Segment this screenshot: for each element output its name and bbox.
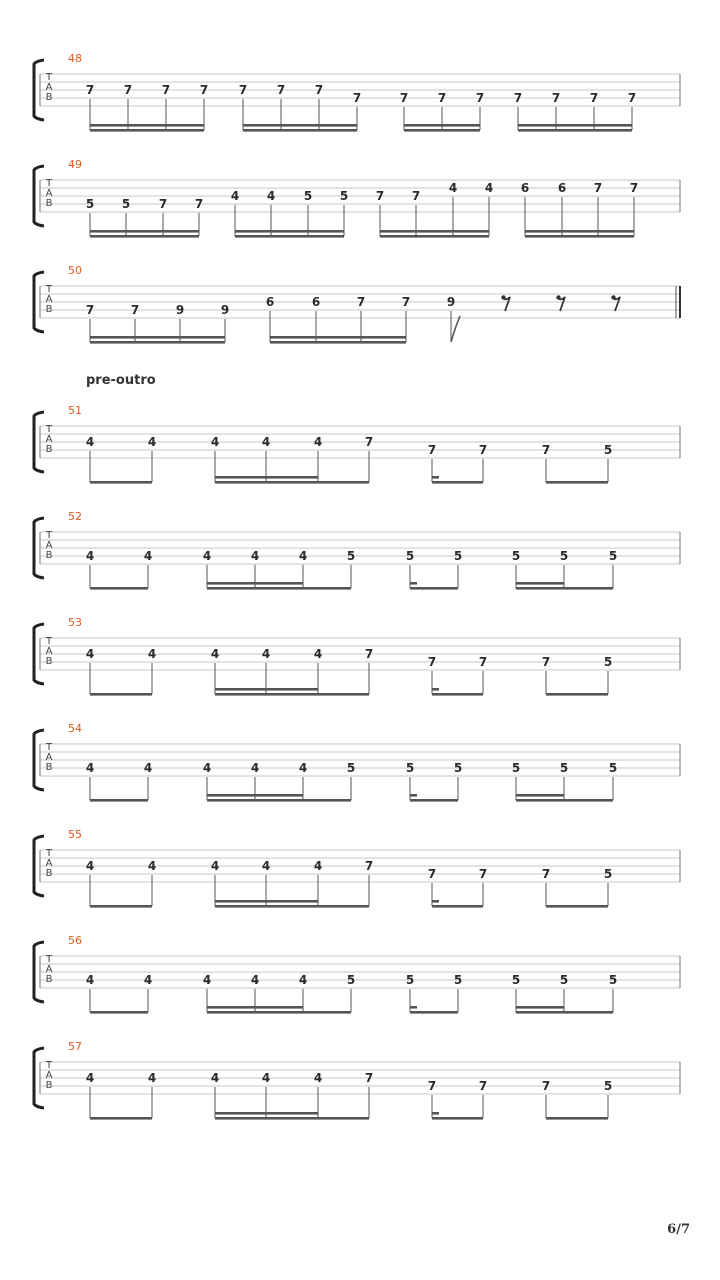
fret-number: 7 [364, 647, 374, 661]
bar-number: 50 [68, 264, 82, 277]
beam-primary [518, 129, 632, 132]
fret-number: 7 [551, 91, 561, 105]
fret-number: 7 [478, 443, 488, 457]
fret-number: 7 [85, 83, 95, 97]
beam-primary [516, 587, 613, 590]
beam-secondary [207, 582, 303, 585]
beam-secondary [525, 230, 634, 233]
tab-clef-letter: A [45, 294, 53, 305]
tab-system-50 [34, 264, 680, 344]
bar-number: 52 [68, 510, 82, 523]
tab-system-53 [34, 616, 680, 696]
beam-primary [207, 799, 351, 802]
fret-number: 7 [593, 181, 603, 195]
note-group [542, 443, 612, 484]
tab-clef-letter: T [45, 178, 53, 189]
note-group [203, 549, 355, 590]
fret-number: 7 [427, 1079, 437, 1093]
tab-clef-letter: A [45, 1070, 53, 1081]
fret-number: 7 [194, 197, 204, 211]
note-group [542, 1079, 612, 1120]
beam-primary [546, 1117, 608, 1120]
fret-number: 7 [627, 91, 637, 105]
fret-number: 5 [405, 973, 415, 987]
note-group [514, 91, 636, 132]
fret-number: 4 [266, 189, 276, 203]
beam-primary [90, 1011, 148, 1014]
fret-number: 4 [202, 549, 212, 563]
fret-number: 4 [313, 647, 323, 661]
fret-number: 4 [448, 181, 458, 195]
tab-system-55 [34, 828, 680, 908]
section-label-pre-outro: pre-outro [86, 373, 156, 388]
beam-secondary [235, 230, 344, 233]
beam-primary [546, 481, 608, 484]
eighth-rest-dot [501, 295, 505, 299]
tab-clef-letter: B [45, 304, 53, 315]
tab-system-54 [34, 722, 680, 802]
note-group [376, 181, 493, 238]
beam-primary [215, 481, 369, 484]
fret-number: 4 [85, 761, 95, 775]
beam-stub [410, 794, 417, 797]
fret-number: 5 [121, 197, 131, 211]
tab-clef-letter: B [45, 974, 53, 985]
tab-clef-letter: B [45, 1080, 53, 1091]
note-group [428, 1079, 487, 1120]
fret-number: 6 [265, 295, 275, 309]
fret-number: 7 [478, 1079, 488, 1093]
note-group [512, 973, 617, 1014]
fret-number: 4 [250, 973, 260, 987]
fret-number: 7 [158, 197, 168, 211]
tab-clef-letter: A [45, 434, 53, 445]
fret-number: 4 [298, 973, 308, 987]
fret-number: 4 [147, 1071, 157, 1085]
fret-number: 7 [589, 91, 599, 105]
fret-number: 4 [313, 435, 323, 449]
beam-primary [525, 235, 634, 238]
fret-number: 5 [511, 973, 521, 987]
note-group [203, 761, 355, 802]
fret-number: 4 [210, 647, 220, 661]
beam-secondary [516, 794, 564, 797]
tab-clef-letter: A [45, 964, 53, 975]
tab-clef-letter: T [45, 954, 53, 965]
beam-primary [410, 587, 458, 590]
fret-number: 4 [261, 859, 271, 873]
fret-number: 5 [559, 973, 569, 987]
fret-number: 4 [85, 859, 95, 873]
beam-primary [410, 799, 458, 802]
fret-number: 4 [147, 647, 157, 661]
note-flag [451, 316, 460, 342]
fret-number: 4 [250, 549, 260, 563]
tab-system-56 [34, 934, 680, 1014]
beam-secondary [319, 124, 357, 127]
fret-number: 4 [85, 435, 95, 449]
note-group [86, 197, 203, 238]
fret-number: 4 [143, 761, 153, 775]
note-group [86, 549, 152, 590]
fret-number: 7 [375, 189, 385, 203]
note-group [203, 973, 355, 1014]
bar-number: 53 [68, 616, 82, 629]
fret-number: 4 [230, 189, 240, 203]
beam-secondary [215, 1112, 318, 1115]
fret-number: 7 [314, 83, 324, 97]
beam-primary [90, 587, 148, 590]
tab-clef-letter: T [45, 424, 53, 435]
fret-number: 7 [437, 91, 447, 105]
fret-number: 7 [411, 189, 421, 203]
fret-number: 5 [608, 973, 618, 987]
tab-clef-letter: T [45, 284, 53, 295]
tab-clef-letter: B [45, 92, 53, 103]
fret-number: 7 [541, 443, 551, 457]
note-group [542, 867, 612, 908]
tab-clef-letter: B [45, 198, 53, 209]
fret-number: 4 [298, 549, 308, 563]
fret-number: 9 [446, 295, 456, 309]
beam-secondary [215, 688, 318, 691]
tab-clef-letter: A [45, 188, 53, 199]
fret-number: 4 [147, 859, 157, 873]
fret-number: 5 [339, 189, 349, 203]
beam-primary [546, 693, 608, 696]
fret-number: 7 [130, 303, 140, 317]
fret-number: 5 [559, 761, 569, 775]
beam-stub [432, 476, 439, 479]
fret-number: 4 [202, 761, 212, 775]
tab-clef-letter: T [45, 530, 53, 541]
fret-number: 4 [261, 1071, 271, 1085]
fret-number: 7 [364, 859, 374, 873]
tab-clef-letter: B [45, 550, 53, 561]
fret-number: 7 [541, 655, 551, 669]
beam-primary [432, 481, 483, 484]
fret-number: 7 [427, 655, 437, 669]
fret-number: 7 [85, 303, 95, 317]
beam-secondary [207, 794, 303, 797]
fret-number: 7 [364, 435, 374, 449]
tab-clef-letter: T [45, 742, 53, 753]
beam-primary [432, 1117, 483, 1120]
fret-number: 4 [85, 647, 95, 661]
beam-primary [90, 341, 225, 344]
tab-clef-letter: B [45, 656, 53, 667]
beam-primary [546, 905, 608, 908]
fret-number: 5 [603, 655, 613, 669]
note-group [86, 973, 152, 1014]
fret-number: 7 [513, 91, 523, 105]
beam-primary [90, 235, 199, 238]
beam-primary [243, 129, 357, 132]
note-group [512, 549, 617, 590]
tab-clef-letter: A [45, 646, 53, 657]
tab-clef-letter: B [45, 444, 53, 455]
beam-secondary [215, 900, 318, 903]
fret-number: 6 [520, 181, 530, 195]
note-group [406, 761, 462, 802]
fret-number: 7 [478, 867, 488, 881]
beam-primary [90, 481, 152, 484]
fret-number: 4 [261, 435, 271, 449]
beam-stub [432, 1112, 439, 1115]
beam-stub [410, 1006, 417, 1009]
note-group [542, 655, 612, 696]
beam-primary [404, 129, 480, 132]
tab-clef-letter: B [45, 762, 53, 773]
beam-primary [207, 587, 351, 590]
beam-primary [235, 235, 344, 238]
note-group [400, 91, 484, 132]
note-group [428, 443, 487, 484]
tab-clef-letter: A [45, 540, 53, 551]
fret-number: 7 [629, 181, 639, 195]
fret-number: 7 [161, 83, 171, 97]
eighth-rest-dot [611, 295, 615, 299]
fret-number: 7 [238, 83, 248, 97]
beam-secondary [518, 124, 632, 127]
bar-number: 51 [68, 404, 82, 417]
beam-secondary [404, 124, 480, 127]
bar-number: 49 [68, 158, 82, 171]
tab-system-49 [34, 158, 680, 238]
fret-number: 7 [401, 295, 411, 309]
note-group [406, 973, 462, 1014]
note-group [512, 761, 617, 802]
beam-primary [410, 1011, 458, 1014]
fret-number: 9 [175, 303, 185, 317]
fret-number: 5 [511, 549, 521, 563]
beam-secondary [207, 1006, 303, 1009]
bar-number: 56 [68, 934, 82, 947]
fret-number: 7 [541, 1079, 551, 1093]
beam-primary [207, 1011, 351, 1014]
beam-primary [215, 1117, 369, 1120]
beam-primary [432, 905, 483, 908]
fret-number: 6 [557, 181, 567, 195]
fret-number: 7 [199, 83, 209, 97]
tab-system-57 [34, 1040, 680, 1120]
note-group [86, 303, 229, 344]
fret-number: 4 [143, 549, 153, 563]
fret-number: 7 [475, 91, 485, 105]
fret-number: 4 [261, 647, 271, 661]
fret-number: 4 [143, 973, 153, 987]
fret-number: 5 [346, 549, 356, 563]
fret-number: 7 [478, 655, 488, 669]
beam-primary [90, 799, 148, 802]
beam-secondary [516, 582, 564, 585]
beam-primary [90, 1117, 152, 1120]
note-group [521, 181, 638, 238]
beam-primary [516, 799, 613, 802]
fret-number: 5 [405, 761, 415, 775]
fret-number: 4 [298, 761, 308, 775]
fret-number: 5 [453, 549, 463, 563]
tab-clef-letter: A [45, 82, 53, 93]
beam-primary [90, 693, 152, 696]
beam-stub [432, 688, 439, 691]
beam-primary [270, 341, 406, 344]
fret-number: 4 [202, 973, 212, 987]
note-group [406, 549, 462, 590]
fret-number: 4 [85, 1071, 95, 1085]
note-group [86, 761, 152, 802]
bar-number: 54 [68, 722, 82, 735]
tab-system-52 [34, 510, 680, 590]
note-group [428, 655, 487, 696]
tab-system-51 [34, 404, 680, 484]
beam-primary [215, 905, 369, 908]
fret-number: 7 [364, 1071, 374, 1085]
fret-number: 4 [210, 435, 220, 449]
tab-clef-letter: A [45, 858, 53, 869]
fret-number: 7 [541, 867, 551, 881]
fret-number: 4 [313, 1071, 323, 1085]
tab-clef-letter: T [45, 1060, 53, 1071]
beam-secondary [380, 230, 489, 233]
fret-number: 5 [603, 867, 613, 881]
fret-number: 5 [346, 761, 356, 775]
fret-number: 7 [352, 91, 362, 105]
beam-secondary [516, 1006, 564, 1009]
beam-primary [90, 905, 152, 908]
tab-system-48 [34, 52, 680, 132]
fret-number: 5 [511, 761, 521, 775]
fret-number: 5 [85, 197, 95, 211]
beam-primary [215, 693, 369, 696]
fret-number: 4 [85, 973, 95, 987]
fret-number: 7 [399, 91, 409, 105]
beam-primary [380, 235, 489, 238]
beam-secondary [90, 336, 225, 339]
fret-number: 4 [85, 549, 95, 563]
fret-number: 7 [427, 443, 437, 457]
fret-number: 5 [603, 443, 613, 457]
fret-number: 5 [453, 973, 463, 987]
fret-number: 5 [559, 549, 569, 563]
tab-clef-letter: T [45, 72, 53, 83]
beam-secondary [90, 230, 199, 233]
beam-stub [432, 900, 439, 903]
note-group [428, 867, 487, 908]
tab-clef-letter: T [45, 636, 53, 647]
fret-number: 4 [147, 435, 157, 449]
page-number: 6/7 [667, 1222, 690, 1237]
fret-number: 4 [210, 1071, 220, 1085]
beam-primary [516, 1011, 613, 1014]
fret-number: 7 [276, 83, 286, 97]
bar-number: 48 [68, 52, 82, 65]
fret-number: 9 [220, 303, 230, 317]
fret-number: 7 [356, 295, 366, 309]
fret-number: 5 [303, 189, 313, 203]
bar-number: 57 [68, 1040, 82, 1053]
fret-number: 4 [250, 761, 260, 775]
fret-number: 4 [313, 859, 323, 873]
fret-number: 5 [608, 549, 618, 563]
tab-clef-letter: A [45, 752, 53, 763]
fret-number: 4 [210, 859, 220, 873]
beam-primary [90, 129, 204, 132]
fret-number: 7 [427, 867, 437, 881]
fret-number: 5 [603, 1079, 613, 1093]
eighth-rest-dot [556, 295, 560, 299]
fret-number: 5 [346, 973, 356, 987]
beam-secondary [270, 336, 406, 339]
bar-number: 55 [68, 828, 82, 841]
beam-secondary [215, 476, 318, 479]
fret-number: 6 [311, 295, 321, 309]
fret-number: 7 [123, 83, 133, 97]
fret-number: 4 [484, 181, 494, 195]
tab-clef-letter: T [45, 848, 53, 859]
beam-primary [432, 693, 483, 696]
beam-stub [410, 582, 417, 585]
fret-number: 5 [453, 761, 463, 775]
beam-secondary [90, 124, 204, 127]
fret-number: 5 [405, 549, 415, 563]
tab-clef-letter: B [45, 868, 53, 879]
fret-number: 5 [608, 761, 618, 775]
